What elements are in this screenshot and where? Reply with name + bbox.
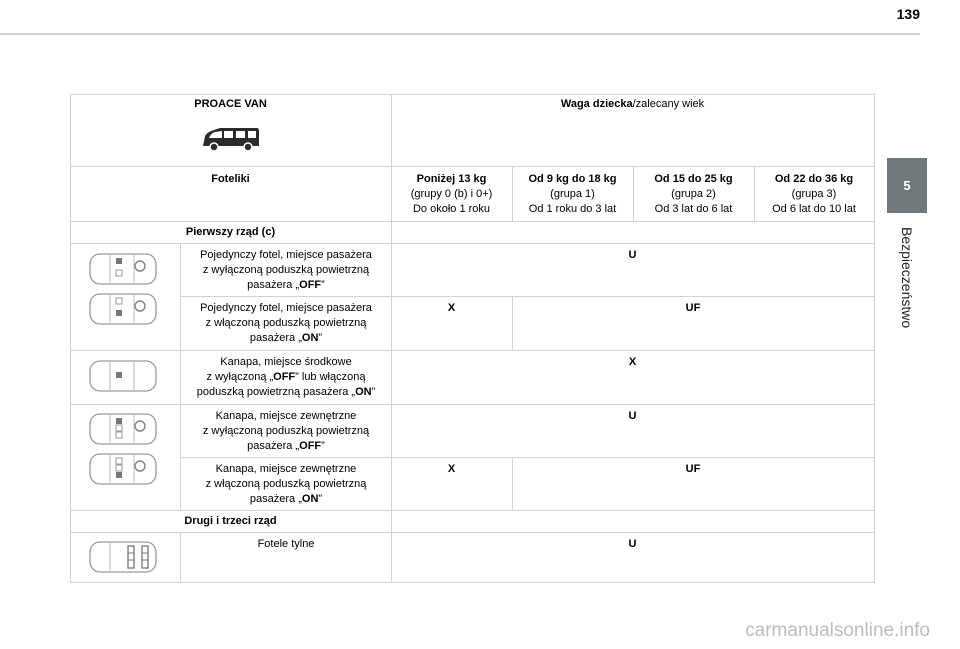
top-rule — [0, 33, 920, 35]
car-seat-icon — [88, 412, 160, 446]
row-value: UF — [685, 302, 701, 314]
car-seat-icon — [88, 292, 160, 326]
weight-header: Waga dziecka/zalecany wiek — [560, 98, 705, 110]
group-col-3: Od 15 do 25 kg (grupa 2) Od 3 lat do 6 lat — [654, 173, 733, 215]
row-label: Kanapa, miejsce środkowe z wyłączoną „OFF” lub włączoną poduszką powietrzną pasażera „ON” — [196, 356, 376, 398]
row-value: UF — [685, 463, 701, 475]
van-icon — [200, 124, 260, 154]
section-rear-rows: Drugi i trzeci rząd — [184, 515, 277, 527]
row-label: Fotele tylne — [257, 538, 315, 550]
vehicle-name: PROACE VAN — [194, 98, 267, 110]
row-label: Pojedynczy fotel, miejsce pasażera z włączoną poduszką powietrzną pasażera „ON” — [200, 302, 372, 344]
seats-header: Foteliki — [211, 173, 250, 185]
row-label: Kanapa, miejsce zewnętrzne z wyłączoną poduszką powietrzną pasażera „OFF” — [202, 410, 370, 452]
car-seat-icon — [88, 540, 160, 574]
car-seat-icon — [88, 359, 160, 393]
group-col-2: Od 9 kg do 18 kg (grupa 1) Od 1 roku do 3 lat — [528, 173, 617, 215]
row-value: U — [628, 410, 637, 422]
car-seat-icon — [88, 252, 160, 286]
row-value: X — [628, 356, 637, 368]
car-seat-icon — [88, 452, 160, 486]
group-col-4: Od 22 do 36 kg (grupa 3) Od 6 lat do 10 lat — [772, 173, 856, 215]
row-value: X — [447, 463, 456, 475]
row-value: U — [628, 249, 637, 261]
section-tab[interactable]: 5 — [887, 158, 927, 213]
page-number: 139 — [896, 6, 920, 22]
section-title: Bezpieczeństwo — [899, 227, 915, 329]
row-label: Pojedynczy fotel, miejsce pasażera z wyłączoną poduszką powietrzną pasażera „OFF” — [200, 249, 372, 291]
watermark: carmanualsonline.info — [745, 620, 930, 641]
row-value: X — [447, 302, 456, 314]
row-value: U — [628, 538, 637, 550]
group-col-1: Poniżej 13 kg (grupy 0 (b) i 0+) Do około 1 roku — [410, 173, 493, 215]
row-label: Kanapa, miejsce zewnętrzne z włączoną poduszką powietrzną pasażera „ON” — [205, 463, 367, 505]
section-front-row: Pierwszy rząd (c) — [185, 226, 276, 238]
